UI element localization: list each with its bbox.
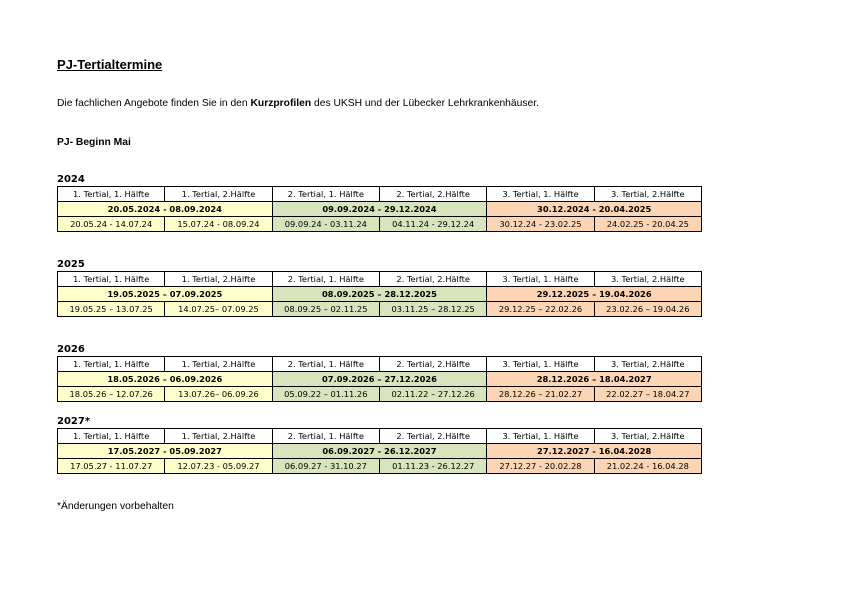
year-label-2024: 2024 [57,174,85,185]
half-date-cell: 03.11.25 – 28.12.25 [379,302,486,317]
schedule-table-2026 [57,356,702,402]
header-cell: 2. Tertial, 1. Hälfte [272,429,379,444]
header-cell: 1. Tertial, 1. Hälfte [58,272,165,287]
footnote: *Änderungen vorbehalten [57,501,174,512]
section-subheading: PJ- Beginn Mai [57,137,131,148]
half-date-cell: 19.05.25 – 13.07.25 [58,302,165,317]
intro-text-after: des UKSH und der Lübecker Lehrkrankenhäuser. [311,98,539,109]
half-dates-row [58,459,702,474]
header-cell: 3. Tertial, 2.Hälfte [594,272,701,287]
tertial-3-range: 28.12.2026 – 18.04.2027 [487,372,702,387]
year-label-2027: 2027* [57,416,91,427]
table-header-row [58,272,702,287]
tertial-1-range: 20.05.2024 - 08.09.2024 [58,202,273,217]
kurzprofile-link-text: Kurzprofilen [250,98,312,109]
tertial-1-range: 17.05.2027 - 05.09.2027 [58,444,273,459]
schedule-table-2024 [57,186,702,232]
header-cell: 1. Tertial, 2.Hälfte [165,272,272,287]
header-cell: 2. Tertial, 2.Hälfte [379,357,486,372]
half-date-cell: 09.09.24 - 03.11.24 [272,217,379,232]
tertial-range-row [58,287,702,302]
tertial-range-row [58,444,702,459]
half-dates-row [58,387,702,402]
tertial-2-range: 07.09.2026 – 27.12.2026 [272,372,487,387]
tertial-3-range: 30.12.2024 - 20.04.2025 [487,202,702,217]
tertial-range-row [58,202,702,217]
header-cell: 1. Tertial, 2.Hälfte [165,187,272,202]
schedule-table-2027 [57,428,702,474]
tertial-1-range: 19.05.2025 – 07.09.2025 [58,287,273,302]
tertial-2-range: 08.09.2025 – 28.12.2025 [272,287,487,302]
header-cell: 3. Tertial, 2.Hälfte [594,187,701,202]
tertial-3-range: 29.12.2025 – 19.04.2026 [487,287,702,302]
half-date-cell: 05.09.22 – 01.11.26 [272,387,379,402]
half-date-cell: 17.05.27 - 11.07.27 [58,459,165,474]
half-date-cell: 02.11.22 – 27.12.26 [379,387,486,402]
half-date-cell: 29.12.25 – 22.02.26 [487,302,594,317]
table-header-row [58,357,702,372]
half-date-cell: 28.12.26 – 21.02.27 [487,387,594,402]
half-date-cell: 21.02.24 - 16.04.28 [594,459,701,474]
half-date-cell: 04.11.24 - 29.12.24 [379,217,486,232]
header-cell: 2. Tertial, 1. Hälfte [272,187,379,202]
tertial-2-range: 06.09.2027 - 26.12.2027 [272,444,487,459]
half-date-cell: 27.12.27 - 20.02.28 [487,459,594,474]
half-date-cell: 12.07.23 - 05.09.27 [165,459,272,474]
schedule-table-2025 [57,271,702,317]
table-header-row [58,187,702,202]
tertial-3-range: 27.12.2027 - 16.04.2028 [487,444,702,459]
half-date-cell: 18.05.26 – 12.07.26 [58,387,165,402]
header-cell: 2. Tertial, 2.Hälfte [379,187,486,202]
header-cell: 1. Tertial, 2.Hälfte [165,429,272,444]
header-cell: 1. Tertial, 1. Hälfte [58,429,165,444]
header-cell: 1. Tertial, 2.Hälfte [165,357,272,372]
tertial-1-range: 18.05.2026 – 06.09.2026 [58,372,273,387]
half-date-cell: 24.02.25 - 20.04.25 [594,217,701,232]
year-label-2025: 2025 [57,259,85,270]
half-date-cell: 08.09.25 – 02.11.25 [272,302,379,317]
half-date-cell: 13.07.26– 06.09.26 [165,387,272,402]
header-cell: 2. Tertial, 2.Hälfte [379,272,486,287]
tertial-range-row [58,372,702,387]
header-cell: 2. Tertial, 2.Hälfte [379,429,486,444]
half-date-cell: 22.02.27 – 18.04.27 [594,387,701,402]
header-cell: 3. Tertial, 1. Hälfte [487,357,594,372]
half-date-cell: 06.09.27 - 31.10.27 [272,459,379,474]
page-title: PJ-Tertialtermine [57,57,163,72]
header-cell: 1. Tertial, 1. Hälfte [58,357,165,372]
half-dates-row [58,217,702,232]
header-cell: 3. Tertial, 2.Hälfte [594,429,701,444]
half-date-cell: 15.07.24 - 08.09.24 [165,217,272,232]
half-date-cell: 30.12.24 - 23.02.25 [487,217,594,232]
half-date-cell: 01.11.23 - 26.12.27 [379,459,486,474]
intro-text-before: Die fachlichen Angebote finden Sie in den [57,98,251,109]
intro-paragraph [57,98,539,109]
header-cell: 3. Tertial, 1. Hälfte [487,187,594,202]
header-cell: 2. Tertial, 1. Hälfte [272,357,379,372]
header-cell: 3. Tertial, 2.Hälfte [594,357,701,372]
tertial-2-range: 09.09.2024 - 29.12.2024 [272,202,487,217]
half-date-cell: 14.07.25– 07.09.25 [165,302,272,317]
year-label-2026: 2026 [57,344,85,355]
table-header-row [58,429,702,444]
header-cell: 3. Tertial, 1. Hälfte [487,429,594,444]
header-cell: 2. Tertial, 1. Hälfte [272,272,379,287]
header-cell: 3. Tertial, 1. Hälfte [487,272,594,287]
header-cell: 1. Tertial, 1. Hälfte [58,187,165,202]
half-date-cell: 20.05.24 - 14.07.24 [58,217,165,232]
half-dates-row [58,302,702,317]
half-date-cell: 23.02.26 – 19.04.26 [594,302,701,317]
